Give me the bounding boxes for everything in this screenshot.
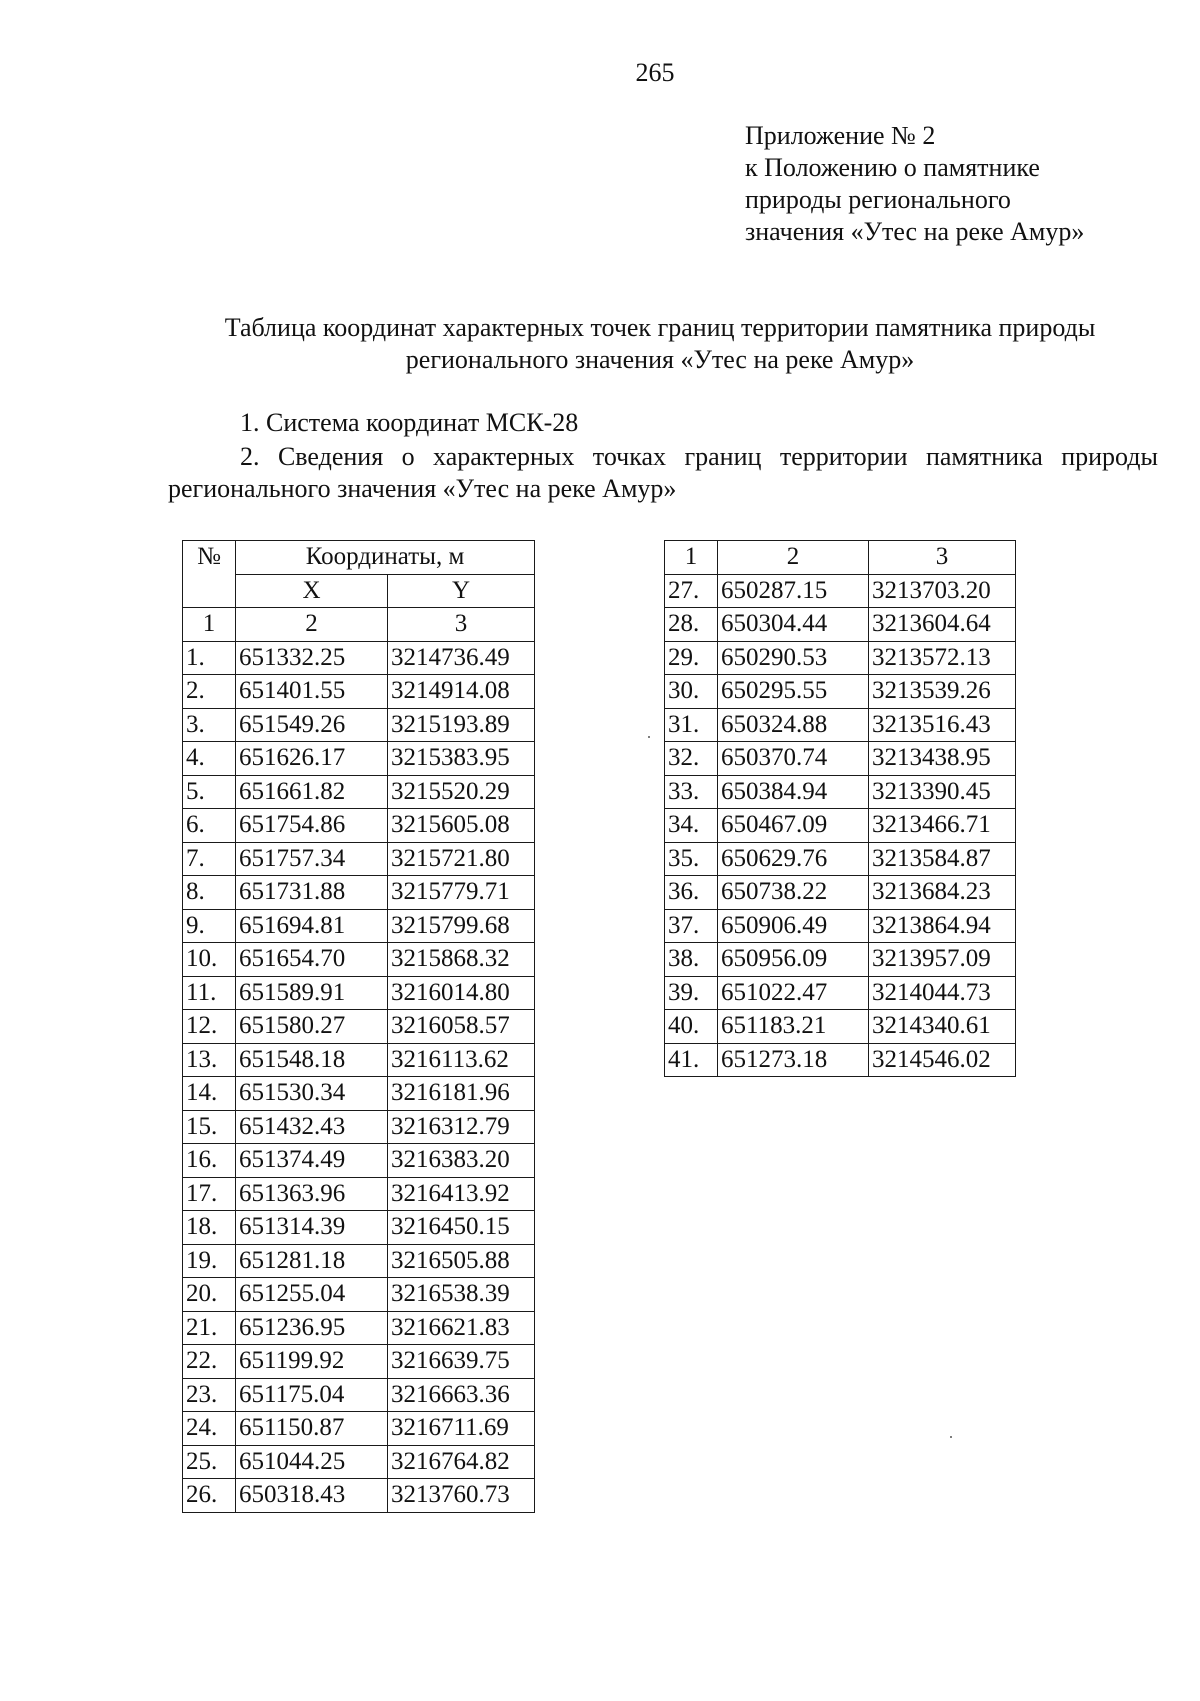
x-coordinate: 650738.22: [718, 876, 869, 910]
x-coordinate: 650295.55: [718, 675, 869, 709]
x-coordinate: 650324.88: [718, 708, 869, 742]
scan-speck: [648, 736, 650, 738]
coordinates-table-right: [664, 540, 1016, 1077]
point-number: 35.: [665, 842, 718, 876]
point-number: 23.: [183, 1378, 236, 1412]
y-coordinate: 3215779.71: [388, 876, 535, 910]
y-coordinate: 3215605.08: [388, 809, 535, 843]
point-number: 2.: [183, 675, 236, 709]
table-header-row: [183, 574, 535, 608]
x-coordinate: 650384.94: [718, 775, 869, 809]
y-coordinate: 3216413.92: [388, 1177, 535, 1211]
x-coordinate: 650906.49: [718, 909, 869, 943]
x-coordinate: 651626.17: [236, 742, 388, 776]
x-coordinate: 650318.43: [236, 1479, 388, 1513]
point-number: 21.: [183, 1311, 236, 1345]
point-number: 11.: [183, 976, 236, 1010]
point-number: 8.: [183, 876, 236, 910]
table-row: [665, 641, 1016, 675]
x-coordinate: 651022.47: [718, 976, 869, 1010]
column-number: 1: [183, 608, 236, 642]
appendix-line: Приложение № 2: [745, 121, 936, 150]
table-row: [665, 943, 1016, 977]
point-number: 41.: [665, 1043, 718, 1077]
x-coordinate: 650370.74: [718, 742, 869, 776]
point-number: 38.: [665, 943, 718, 977]
y-coordinate: 3216621.83: [388, 1311, 535, 1345]
x-coordinate: 651175.04: [236, 1378, 388, 1412]
point-number: 15.: [183, 1110, 236, 1144]
table-row: [183, 742, 535, 776]
y-coordinate: 3216113.62: [388, 1043, 535, 1077]
table-row: [665, 909, 1016, 943]
header-x: X: [236, 574, 388, 608]
point-number: 16.: [183, 1144, 236, 1178]
point-number: 1.: [183, 641, 236, 675]
table-row: [665, 842, 1016, 876]
y-coordinate: 3213438.95: [869, 742, 1016, 776]
table-row: [665, 876, 1016, 910]
table-row: [183, 943, 535, 977]
y-coordinate: 3214914.08: [388, 675, 535, 709]
page-number: 265: [635, 58, 675, 87]
y-coordinate: 3213604.64: [869, 608, 1016, 642]
x-coordinate: 651314.39: [236, 1211, 388, 1245]
x-coordinate: 651548.18: [236, 1043, 388, 1077]
y-coordinate: 3215193.89: [388, 708, 535, 742]
x-coordinate: 651273.18: [718, 1043, 869, 1077]
x-coordinate: 651731.88: [236, 876, 388, 910]
point-number: 32.: [665, 742, 718, 776]
point-number: 22.: [183, 1345, 236, 1379]
point-number: 5.: [183, 775, 236, 809]
table-row: [183, 675, 535, 709]
point-number: 40.: [665, 1010, 718, 1044]
point-number: 37.: [665, 909, 718, 943]
y-coordinate: 3216450.15: [388, 1211, 535, 1245]
y-coordinate: 3213572.13: [869, 641, 1016, 675]
table-row: [665, 742, 1016, 776]
column-number-row: [183, 608, 535, 642]
y-coordinate: 3213684.23: [869, 876, 1016, 910]
point-number: 24.: [183, 1412, 236, 1446]
column-number: 3: [388, 608, 535, 642]
x-coordinate: 651757.34: [236, 842, 388, 876]
table-row: [183, 1110, 535, 1144]
x-coordinate: 651183.21: [718, 1010, 869, 1044]
y-coordinate: 3215799.68: [388, 909, 535, 943]
y-coordinate: 3213390.45: [869, 775, 1016, 809]
table-row: [183, 976, 535, 1010]
table-row: [665, 1010, 1016, 1044]
table-row: [665, 809, 1016, 843]
point-number: 18.: [183, 1211, 236, 1245]
table-row: [183, 1445, 535, 1479]
y-coordinate: 3213539.26: [869, 675, 1016, 709]
y-coordinate: 3213864.94: [869, 909, 1016, 943]
header-y: Y: [388, 574, 535, 608]
table-row: [183, 1177, 535, 1211]
table-row: [183, 909, 535, 943]
x-coordinate: 650304.44: [718, 608, 869, 642]
table-row: [183, 1144, 535, 1178]
y-coordinate: 3214546.02: [869, 1043, 1016, 1077]
point-number: 30.: [665, 675, 718, 709]
y-coordinate: 3214044.73: [869, 976, 1016, 1010]
point-number: 39.: [665, 976, 718, 1010]
point-number: 3.: [183, 708, 236, 742]
y-coordinate: 3216312.79: [388, 1110, 535, 1144]
x-coordinate: 651044.25: [236, 1445, 388, 1479]
point-number: 13.: [183, 1043, 236, 1077]
y-coordinate: 3215721.80: [388, 842, 535, 876]
table-row: [183, 1077, 535, 1111]
y-coordinate: 3216538.39: [388, 1278, 535, 1312]
table-row: [183, 1211, 535, 1245]
table-row: [183, 775, 535, 809]
table-row: [665, 1043, 1016, 1077]
y-coordinate: 3213703.20: [869, 574, 1016, 608]
scan-speck: [950, 1436, 952, 1438]
x-coordinate: 651281.18: [236, 1244, 388, 1278]
table-row: [183, 1378, 535, 1412]
y-coordinate: 3216663.36: [388, 1378, 535, 1412]
table-row: [183, 1043, 535, 1077]
header-number: №: [183, 541, 236, 608]
point-number: 25.: [183, 1445, 236, 1479]
y-coordinate: 3213584.87: [869, 842, 1016, 876]
document-title: [160, 312, 1160, 376]
x-coordinate: 650629.76: [718, 842, 869, 876]
x-coordinate: 651199.92: [236, 1345, 388, 1379]
x-coordinate: 651432.43: [236, 1110, 388, 1144]
x-coordinate: 651754.86: [236, 809, 388, 843]
point-number: 36.: [665, 876, 718, 910]
x-coordinate: 651255.04: [236, 1278, 388, 1312]
x-coordinate: 651363.96: [236, 1177, 388, 1211]
table-row: [183, 1278, 535, 1312]
table-row: [665, 708, 1016, 742]
y-coordinate: 3216014.80: [388, 976, 535, 1010]
table-row: [665, 775, 1016, 809]
y-coordinate: 3216711.69: [388, 1412, 535, 1446]
title-line: регионального значения «Утес на реке Амур»: [405, 345, 915, 374]
table-row: [665, 675, 1016, 709]
table-row: [183, 1412, 535, 1446]
x-coordinate: 650290.53: [718, 641, 869, 675]
appendix-note: [745, 120, 1084, 248]
table-row: [183, 1345, 535, 1379]
table-row: [665, 574, 1016, 608]
x-coordinate: 651374.49: [236, 1144, 388, 1178]
table-row: [665, 976, 1016, 1010]
boundary-points-item: 2. Сведения о характерных точках границ территории памятника природы регионального значения «Утес на реке Амур»: [168, 442, 1158, 503]
table-row: [665, 608, 1016, 642]
x-coordinate: 651530.34: [236, 1077, 388, 1111]
table-header-row: [183, 541, 535, 575]
column-number: 1: [665, 541, 718, 575]
point-number: 31.: [665, 708, 718, 742]
table-row: [183, 876, 535, 910]
point-number: 26.: [183, 1479, 236, 1513]
table-row: [183, 842, 535, 876]
point-number: 6.: [183, 809, 236, 843]
x-coordinate: 650956.09: [718, 943, 869, 977]
x-coordinate: 651589.91: [236, 976, 388, 1010]
y-coordinate: 3213516.43: [869, 708, 1016, 742]
header-coordinates: Координаты, м: [236, 541, 535, 575]
y-coordinate: 3215868.32: [388, 943, 535, 977]
table-row: [183, 809, 535, 843]
y-coordinate: 3216764.82: [388, 1445, 535, 1479]
x-coordinate: 651150.87: [236, 1412, 388, 1446]
y-coordinate: 3216639.75: [388, 1345, 535, 1379]
x-coordinate: 651332.25: [236, 641, 388, 675]
x-coordinate: 651401.55: [236, 675, 388, 709]
point-number: 9.: [183, 909, 236, 943]
point-number: 12.: [183, 1010, 236, 1044]
appendix-line: к Положению о памятнике: [745, 153, 1040, 182]
x-coordinate: 651236.95: [236, 1311, 388, 1345]
x-coordinate: 650467.09: [718, 809, 869, 843]
x-coordinate: 651661.82: [236, 775, 388, 809]
x-coordinate: 650287.15: [718, 574, 869, 608]
x-coordinate: 651694.81: [236, 909, 388, 943]
point-number: 17.: [183, 1177, 236, 1211]
table-row: [183, 1244, 535, 1278]
table-row: [183, 1479, 535, 1513]
y-coordinate: 3213760.73: [388, 1479, 535, 1513]
x-coordinate: 651654.70: [236, 943, 388, 977]
y-coordinate: 3213957.09: [869, 943, 1016, 977]
column-number: 2: [236, 608, 388, 642]
y-coordinate: 3216181.96: [388, 1077, 535, 1111]
point-number: 28.: [665, 608, 718, 642]
point-number: 19.: [183, 1244, 236, 1278]
point-number: 34.: [665, 809, 718, 843]
column-number: 2: [718, 541, 869, 575]
point-number: 7.: [183, 842, 236, 876]
point-number: 29.: [665, 641, 718, 675]
title-line: Таблица координат характерных точек границ территории памятника природы: [224, 313, 1096, 342]
table-row: [183, 1311, 535, 1345]
point-number: 27.: [665, 574, 718, 608]
point-number: 4.: [183, 742, 236, 776]
coordinate-system-item: 1. Система координат МСК-28: [240, 408, 579, 437]
column-number: 3: [869, 541, 1016, 575]
coordinates-table-left: [182, 540, 535, 1513]
table-row: [183, 1010, 535, 1044]
y-coordinate: 3216505.88: [388, 1244, 535, 1278]
y-coordinate: 3216058.57: [388, 1010, 535, 1044]
y-coordinate: 3216383.20: [388, 1144, 535, 1178]
column-number-row: [665, 541, 1016, 575]
x-coordinate: 651549.26: [236, 708, 388, 742]
table-row: [183, 708, 535, 742]
x-coordinate: 651580.27: [236, 1010, 388, 1044]
appendix-line: природы регионального: [745, 185, 1011, 214]
point-number: 33.: [665, 775, 718, 809]
y-coordinate: 3213466.71: [869, 809, 1016, 843]
point-number: 10.: [183, 943, 236, 977]
y-coordinate: 3214736.49: [388, 641, 535, 675]
table-row: [183, 641, 535, 675]
point-number: 14.: [183, 1077, 236, 1111]
point-number: 20.: [183, 1278, 236, 1312]
y-coordinate: 3215520.29: [388, 775, 535, 809]
appendix-line: значения «Утес на реке Амур»: [745, 217, 1085, 246]
y-coordinate: 3214340.61: [869, 1010, 1016, 1044]
y-coordinate: 3215383.95: [388, 742, 535, 776]
